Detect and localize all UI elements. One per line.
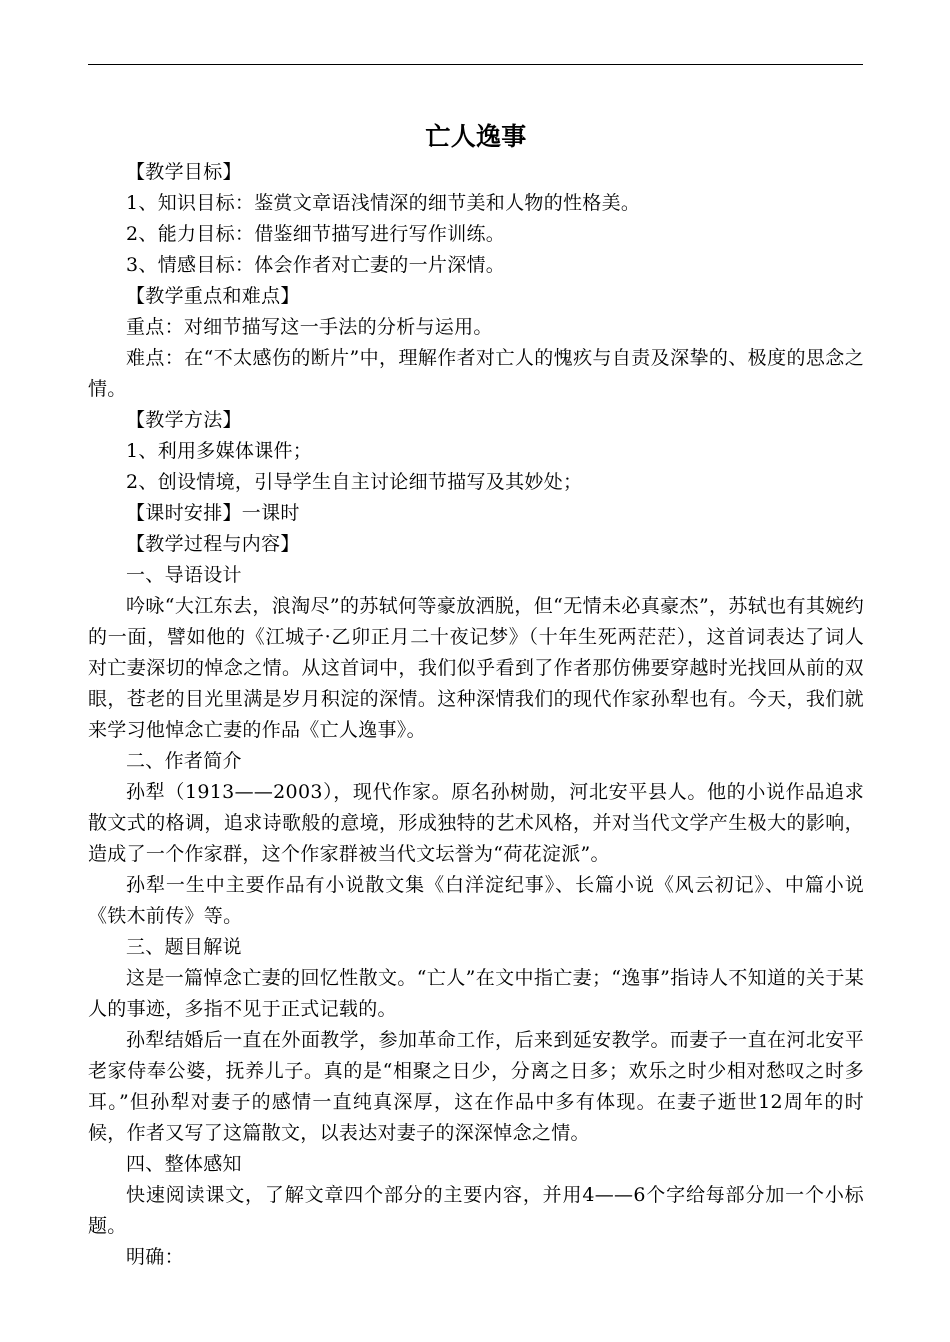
document-body [88,117,864,1273]
subheading-overview: 四、整体感知 [126,1153,242,1175]
method-2: 2、创设情境，引导学生自主讨论细节描写及其妙处； [126,471,583,493]
author-paragraph-2: 孙犁一生中主要作品有小说散文集《白洋淀纪事》、长篇小说《风云初记》、中篇小说《铁木前传》等。 [88,874,864,927]
subheading-title-explanation: 三、题目解说 [126,936,242,958]
section-heading-schedule: 【课时安排】一课时 [126,502,300,524]
section-heading-key-points: 【教学重点和难点】 [126,285,300,307]
title-explanation-paragraph-1: 这是一篇悼念亡妻的回忆性散文。“亡人”在文中指亡妻；“逸事”指诗人不知道的关于某人的事迹，多指不见于正式记载的。 [88,967,864,1020]
subheading-intro: 一、导语设计 [126,564,242,586]
title-explanation-paragraph-2: 孙犁结婚后一直在外面教学，参加革命工作，后来到延安教学。而妻子一直在河北安平老家侍奉公婆，抚养儿子。真的是“相聚之日少，分离之日多；欢乐之时少相对愁叹之时多耳。”但孙犁对妻子的感情一直纯真深厚，这在作品中多有体现。在妻子逝世12周年的时候，作者又写了这篇散文，以表达对妻子的深深悼念之情。 [88,1029,864,1144]
objective-emotion: 3、情感目标：体会作者对亡妻的一片深情。 [126,254,506,276]
section-heading-process: 【教学过程与内容】 [126,533,300,555]
difficult-point: 难点：在“不太感伤的断片”中，理解作者对亡人的愧疚与自责及深挚的、极度的思念之情。 [88,347,864,400]
document-title: 亡人逸事 [425,122,527,151]
key-point: 重点：对细节描写这一手法的分析与运用。 [126,316,493,338]
answer-label: 明确： [126,1246,184,1268]
objective-ability: 2、能力目标：借鉴细节描写进行写作训练。 [126,223,506,245]
intro-paragraph: 吟咏“大江东去，浪淘尽”的苏轼何等豪放洒脱，但“无情未必真豪杰”，苏轼也有其婉约的一面，譬如他的《江城子·乙卯正月二十夜记梦》（十年生死两茫茫），这首词表达了词人对亡妻深切的悼念之情。从这首词中，我们似乎看到了作者那仿佛要穿越时光找回从前的双眼，苍老的目光里满是岁月积淀的深情。这种深情我们的现代作家孙犁也有。今天，我们就来学习他悼念亡妻的作品《亡人逸事》。 [88,595,864,741]
section-heading-methods: 【教学方法】 [126,409,242,431]
overview-paragraph: 快速阅读课文，了解文章四个部分的主要内容，并用4——6个字给每部分加一个小标题。 [88,1184,864,1237]
objective-knowledge: 1、知识目标：鉴赏文章语浅情深的细节美和人物的性格美。 [126,192,641,214]
header-rule [88,64,863,65]
author-paragraph-1: 孙犁（1913——2003），现代作家。原名孙树勋，河北安平县人。他的小说作品追求散文式的格调，追求诗歌般的意境，形成独特的艺术风格，并对当代文学产生极大的影响，造成了一个作家群，这个作家群被当代文坛誉为“荷花淀派”。 [88,781,864,865]
subheading-author: 二、作者简介 [126,750,242,772]
method-1: 1、利用多媒体课件； [126,440,313,462]
section-heading-objectives: 【教学目标】 [126,161,242,183]
